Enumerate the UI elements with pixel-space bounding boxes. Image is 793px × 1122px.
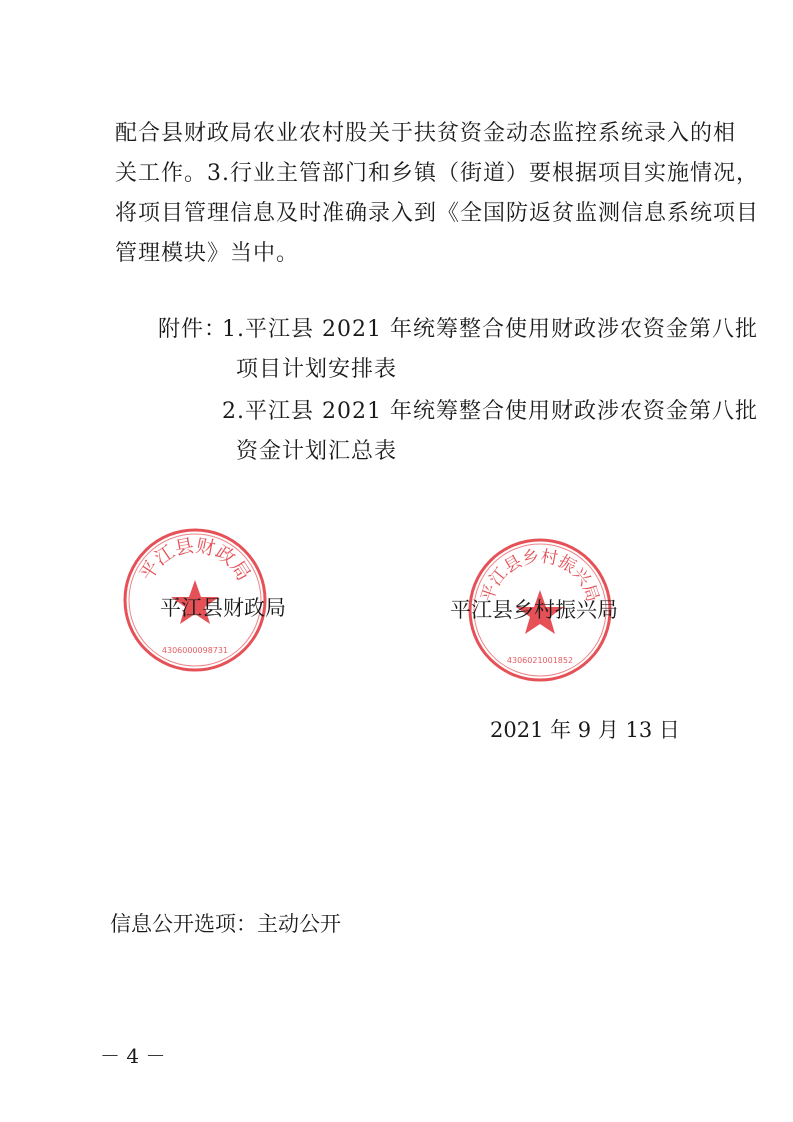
- seal-right-code: 4306021001852: [506, 656, 574, 665]
- body-paragraph: [115, 114, 760, 274]
- rural-revitalization-bureau-name: 平江县乡村振兴局: [450, 598, 618, 622]
- attachment-1-line1: 1.平江县 2021 年统筹整合使用财政涉农资金第八批: [222, 317, 758, 342]
- page-number: － 4 －: [100, 1044, 166, 1068]
- attachment-2-line2: 资金计划汇总表: [236, 439, 398, 464]
- paragraph-line: 关工作。3.行业主管部门和乡镇（街道）要根据项目实施情况，: [115, 161, 759, 186]
- seal-right-arc-text: 平江县乡村振兴局: [477, 546, 603, 605]
- seal-left-code: 4306000098731: [161, 646, 229, 655]
- disclosure-option: 信息公开选项：主动公开: [110, 912, 341, 936]
- finance-bureau-name: 平江县财政局: [160, 596, 286, 620]
- attachment-2-line1: 2.平江县 2021 年统筹整合使用财政涉农资金第八批: [222, 399, 758, 424]
- paragraph-line: 管理模块》当中。: [115, 241, 300, 266]
- document-date: 2021 年 9 月 13 日: [490, 718, 680, 742]
- attachments-prefix: 附件：: [158, 317, 228, 342]
- attachment-1-line2: 项目计划安排表: [236, 357, 398, 382]
- paragraph-line: 配合县财政局农业农村股关于扶贫资金动态监控系统录入的相: [115, 121, 737, 146]
- paragraph-line: 将项目管理信息及时准确录入到《全国防返贫监测信息系统项目: [115, 201, 760, 226]
- seal-left-arc-text: 平江县财政局: [135, 534, 255, 585]
